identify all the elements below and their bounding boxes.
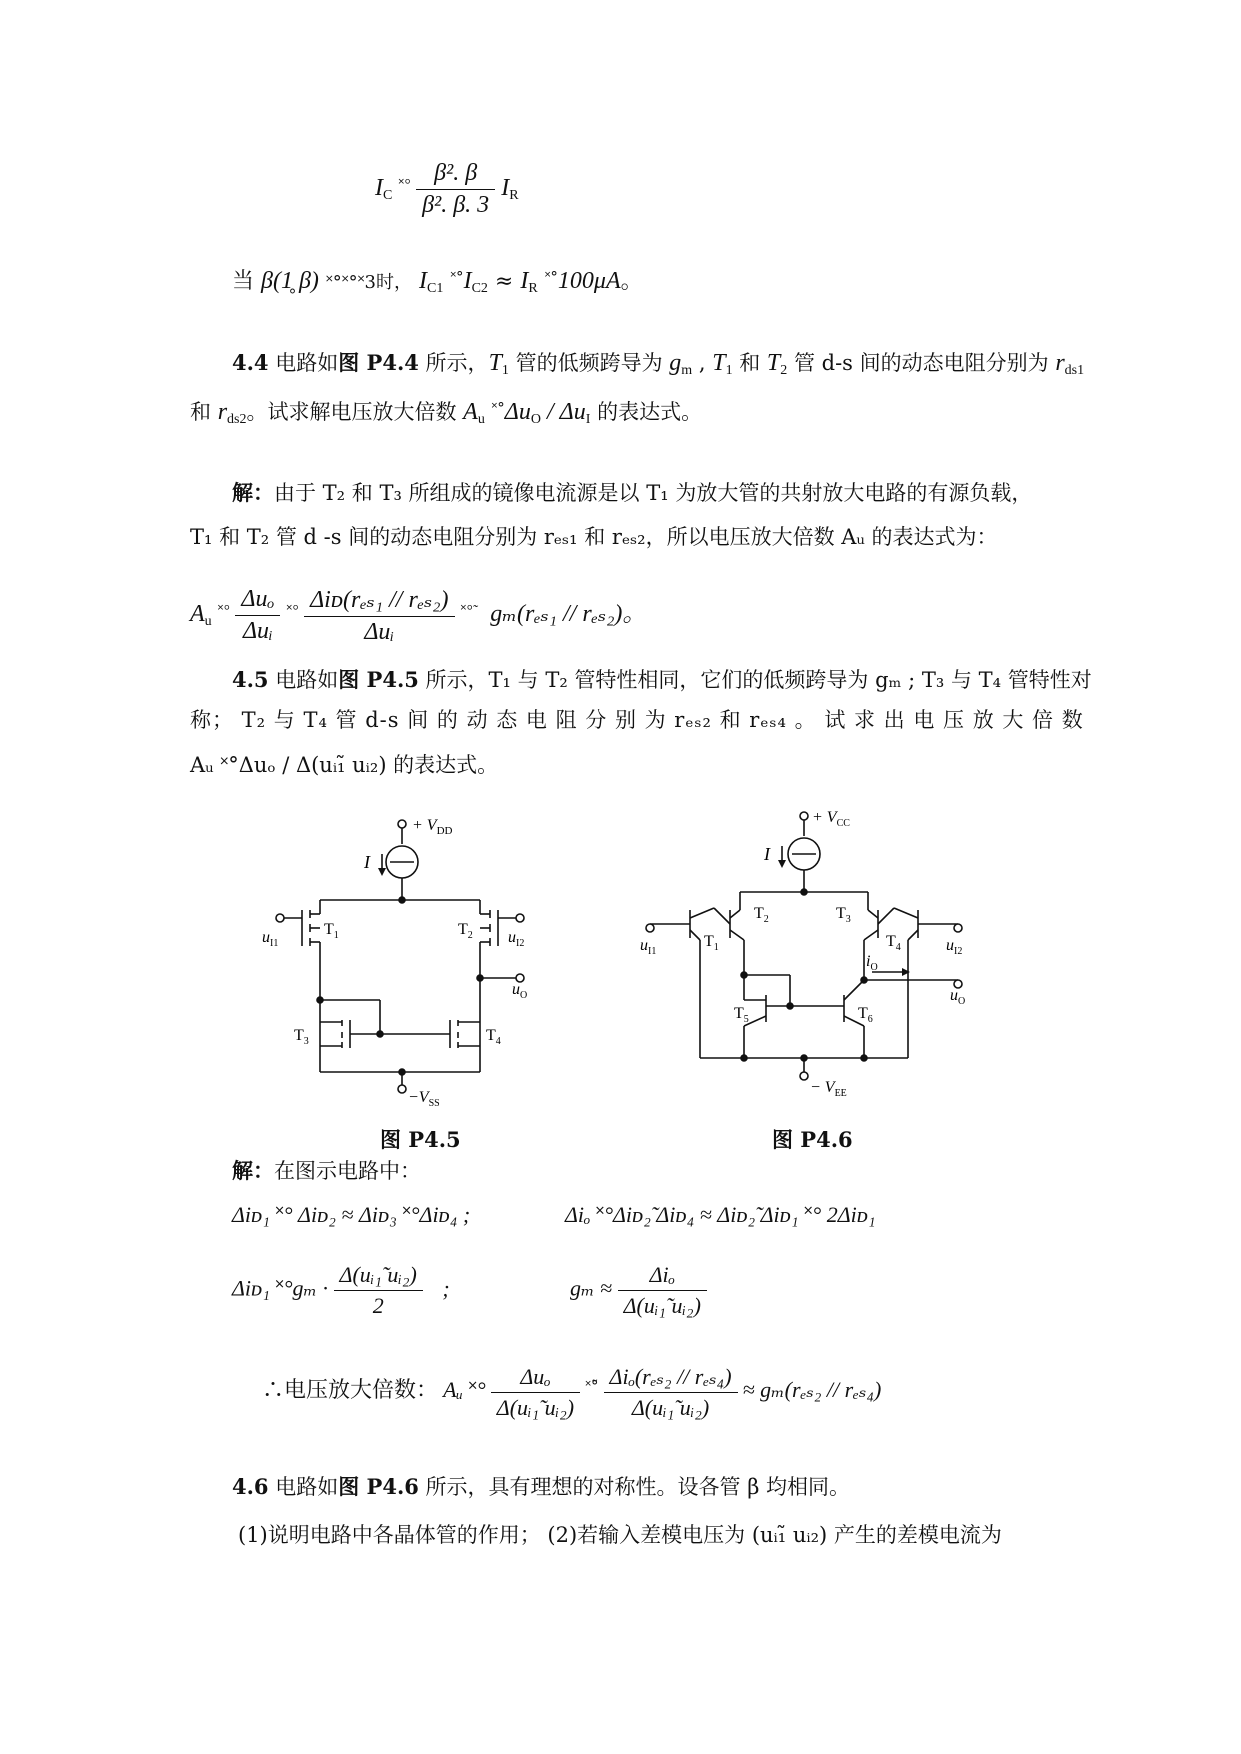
p44-fig-ref: 图 P4.4	[338, 350, 419, 375]
sol45-intro-text: 在图示电路中：	[274, 1159, 421, 1183]
p45-line3	[190, 750, 498, 780]
eq-ic-num: β². β	[416, 160, 495, 190]
sol45-eq4	[570, 1262, 707, 1319]
fig46-t1: $T_1$	[704, 933, 719, 953]
p44-line1	[232, 348, 1084, 386]
p44-line2a: 和	[190, 400, 218, 424]
sol45-final-au: Aᵤ ˟°	[443, 1377, 486, 1402]
p46-line1	[232, 1472, 850, 1502]
sol45-final-frac2-num: Δiₒ(rₑₛ₂ // rₑₛ₄)	[604, 1364, 738, 1393]
sol45-final	[262, 1364, 881, 1421]
p46-text1: 电路如	[268, 1475, 339, 1499]
when-marks: ˟°˟°˟3时，	[325, 272, 412, 293]
sol44-mark1: ˟°	[217, 603, 230, 620]
p44-au: $A_u$	[463, 399, 485, 427]
sol44-frac2-den: Δuᵢ	[364, 619, 395, 645]
sol45-eq1: Δiᴅ₁ ˟° Δiᴅ₂ ≈ Δiᴅ₃ ˟°Δiᴅ₄ ;	[232, 1202, 471, 1227]
sol44-frac2	[304, 585, 454, 646]
fig45-ui1: $u_{I1}$	[262, 929, 279, 949]
sol44-frac1	[235, 586, 280, 645]
beta-expr: β(1̥ β)	[261, 268, 319, 294]
sol45-eq4-den: Δ(uᵢ₁̃ uᵢ₂)	[623, 1293, 701, 1318]
p44-text1: 电路如	[268, 351, 339, 375]
sol45-final-label: ∴电压放大倍数：	[262, 1378, 439, 1403]
figure-p45	[262, 810, 540, 1110]
p44-t2: $T_2$	[766, 350, 788, 378]
p45-fig-ref: 图 P4.5	[338, 667, 419, 692]
p46-text2: 所示，具有理想的对称性。设各管 β 均相同。	[418, 1475, 851, 1499]
p45-text3: 称； T₂ 与 T₄ 管 d-s 间 的 动 态 电 阻 分 别 为 rₑₛ₂ 和 rₑₛ₄ 。 试 求 出 电 压 放 大 倍 数	[190, 708, 1084, 732]
caption-p46: 图 P4.6	[772, 1127, 853, 1152]
p44-mark: ˟°	[491, 399, 505, 417]
fig46-t5: $T_5$	[734, 1005, 749, 1025]
p44-text6: 管 d-s 间的动态电阻分别为	[787, 351, 1056, 375]
fig45-t3: $T_3$	[294, 1027, 309, 1047]
eq-ic-den: β². β. 3	[422, 192, 490, 218]
p44-line2	[190, 393, 702, 435]
p44-text2: 所示，	[418, 351, 489, 375]
p46-line2	[238, 1520, 1002, 1550]
fig46-uo: $u_O$	[950, 987, 966, 1007]
sol44-frac2-num: Δiᴅ(rₑₛ₁ // rₑₛ₂)	[304, 585, 454, 617]
eq-ic	[375, 160, 519, 219]
ir: $I_R$	[520, 268, 538, 296]
sol45-eq3-num: Δ(uᵢ₁̃ uᵢ₂)	[334, 1262, 423, 1291]
ic2: $I_{C2}$	[463, 268, 488, 296]
p46-text3: (1)说明电路中各晶体管的作用； (2)若输入差模电压为 (uᵢ₁̃ uᵢ₂) 产生的差模电流为	[238, 1523, 1002, 1547]
sol44-au: $A_u$	[190, 601, 212, 630]
sol45-final-frac2-den: Δ(uᵢ₁̃ uᵢ₂)	[631, 1395, 710, 1420]
fig45-vdd: + $V_{DD}$	[412, 817, 453, 837]
p45-number: 4.5	[232, 667, 269, 692]
when-prefix: 当	[232, 269, 255, 294]
p44-t1b: $T_1$	[712, 350, 733, 378]
period: 。	[620, 269, 643, 294]
fig46-ui1: $u_{I1}$	[640, 937, 657, 957]
eq-ic-rhs: $I_R$	[501, 175, 519, 204]
fig45-vss: $-V_{SS}$	[408, 1089, 440, 1109]
fig45-t4: $T_4$	[486, 1027, 501, 1047]
sol44-label: 解：	[232, 480, 274, 505]
p44-number: 4.4	[232, 350, 269, 375]
sol45-eq3-lhs: Δiᴅ₁ ˟°gₘ ·	[232, 1275, 329, 1301]
sol44-frac1-den: Δuᵢ	[242, 618, 273, 644]
fig46-t4: $T_4$	[886, 933, 901, 953]
p44-line2b: 。试求解电压放大倍数	[246, 400, 464, 424]
eq-ic-fraction	[416, 160, 495, 219]
p44-line2c: 的表达式。	[590, 400, 703, 424]
sol45-final-frac1-num: Δuₒ	[491, 1364, 580, 1393]
ic1: $I_{C1}$	[418, 268, 444, 296]
p45-text2: 所示，T₁ 与 T₂ 管特性相同，它们的低频跨导为 gₘ ; T₃ 与 T₄ 管特性对	[418, 668, 1092, 692]
sol44-line1	[232, 478, 1032, 508]
fig46-io: $i_O$	[866, 953, 878, 973]
caption-p45: 图 P4.5	[380, 1127, 461, 1152]
p44-gm: $g_m$	[669, 350, 693, 378]
fig45-uo: $u_O$	[512, 981, 528, 1001]
sol45-final-mark: ˟°̃	[585, 1377, 599, 1395]
fig46-t6: $T_6$	[858, 1005, 873, 1025]
fig46-vee: − $V_{EE}$	[810, 1079, 847, 1099]
sol45-intro	[232, 1156, 421, 1186]
sol44-text2: T₁ 和 T₂ 管 d -s 间的动态电阻分别为 rₑₛ₁ 和 rₑₛ₂，所以电压放大倍数 Aᵤ 的表达式为：	[190, 525, 998, 549]
mark-1: ˟°	[450, 268, 464, 286]
p46-number: 4.6	[232, 1474, 269, 1499]
sol45-eq4-frac	[618, 1262, 707, 1319]
p44-text5: 和	[732, 351, 767, 375]
fig46-vcc: + $V_{CC}$	[812, 809, 850, 829]
sol45-final-frac2	[604, 1364, 738, 1421]
p45-text1: 电路如	[268, 668, 339, 692]
approx-sign: ≈	[494, 269, 514, 294]
sol45-eq3-tail: ;	[442, 1275, 450, 1301]
fig45-t1: $T_1$	[324, 921, 339, 941]
sol45-final-rhs: ≈ gₘ(rₑₛ₂ // rₑₛ₄)	[742, 1377, 882, 1402]
p45-line1	[232, 665, 1092, 695]
line-when-beta	[232, 262, 643, 304]
fig46-ui2: $u_{I2}$	[946, 937, 963, 957]
mark-2: ˟°	[544, 268, 558, 286]
figure-p46	[640, 800, 980, 1110]
sol44-mark2: ˟°	[286, 603, 299, 620]
sol44-rhs: gₘ(rₑₛ₁ // rₑₛ₂)。	[490, 601, 647, 628]
sol45-eq3-den: 2	[372, 1293, 384, 1318]
eq-ic-lhs: $I_C$	[375, 175, 393, 204]
p44-text4: ,	[692, 351, 713, 375]
sol44-equation	[190, 585, 646, 646]
p44-t1: $T_1$	[488, 350, 509, 378]
sol44-mark3: ˟°̃	[460, 603, 473, 620]
sol45-eq3	[232, 1262, 450, 1319]
fig45-ui2: $u_{I2}$	[508, 929, 525, 949]
fig46-i: I	[764, 844, 770, 864]
fig46-t2: $T_2$	[754, 905, 769, 925]
sol44-text1: 由于 T₂ 和 T₃ 所组成的镜像电流源是以 T₁ 为放大管的共射放大电路的有源负载，	[274, 481, 1033, 505]
p44-rds2: $r_{ds2}$	[217, 399, 247, 427]
p44-expr: $\Delta u_O / \Delta u_I$	[504, 399, 591, 427]
sol45-eq3-frac	[334, 1262, 423, 1319]
fig45-i: I	[364, 852, 370, 872]
fig46-t3: $T_3$	[836, 905, 851, 925]
current-value: 100μA	[557, 268, 621, 294]
sol44-line2	[190, 522, 997, 552]
p45-line2	[190, 705, 1084, 735]
p45-text4: Aᵤ ˟°Δuₒ / Δ(uᵢ₁̃ uᵢ₂) 的表达式。	[190, 753, 499, 777]
eq-ic-rel: ˟°	[398, 177, 411, 194]
p44-rds1: $r_{ds1}$	[1055, 350, 1085, 378]
p44-text3: 管的低频跨导为	[508, 351, 670, 375]
sol45-label: 解：	[232, 1158, 274, 1183]
sol45-final-frac1	[491, 1364, 580, 1421]
sol45-eq4-lhs: gₘ ≈	[570, 1275, 613, 1301]
sol45-eq4-num: Δiₒ	[618, 1262, 707, 1291]
sol44-frac1-num: Δuₒ	[235, 586, 280, 616]
fig45-t2: $T_2$	[458, 921, 473, 941]
sol45-final-frac1-den: Δ(uᵢ₁̃ uᵢ₂)	[496, 1395, 575, 1420]
p46-fig-ref: 图 P4.6	[338, 1474, 419, 1499]
sol45-eq2: Δiₒ ˟°Δiᴅ₂̃ Δiᴅ₄ ≈ Δiᴅ₂̃ Δiᴅ₁ ˟° 2Δiᴅ₁	[565, 1202, 876, 1227]
